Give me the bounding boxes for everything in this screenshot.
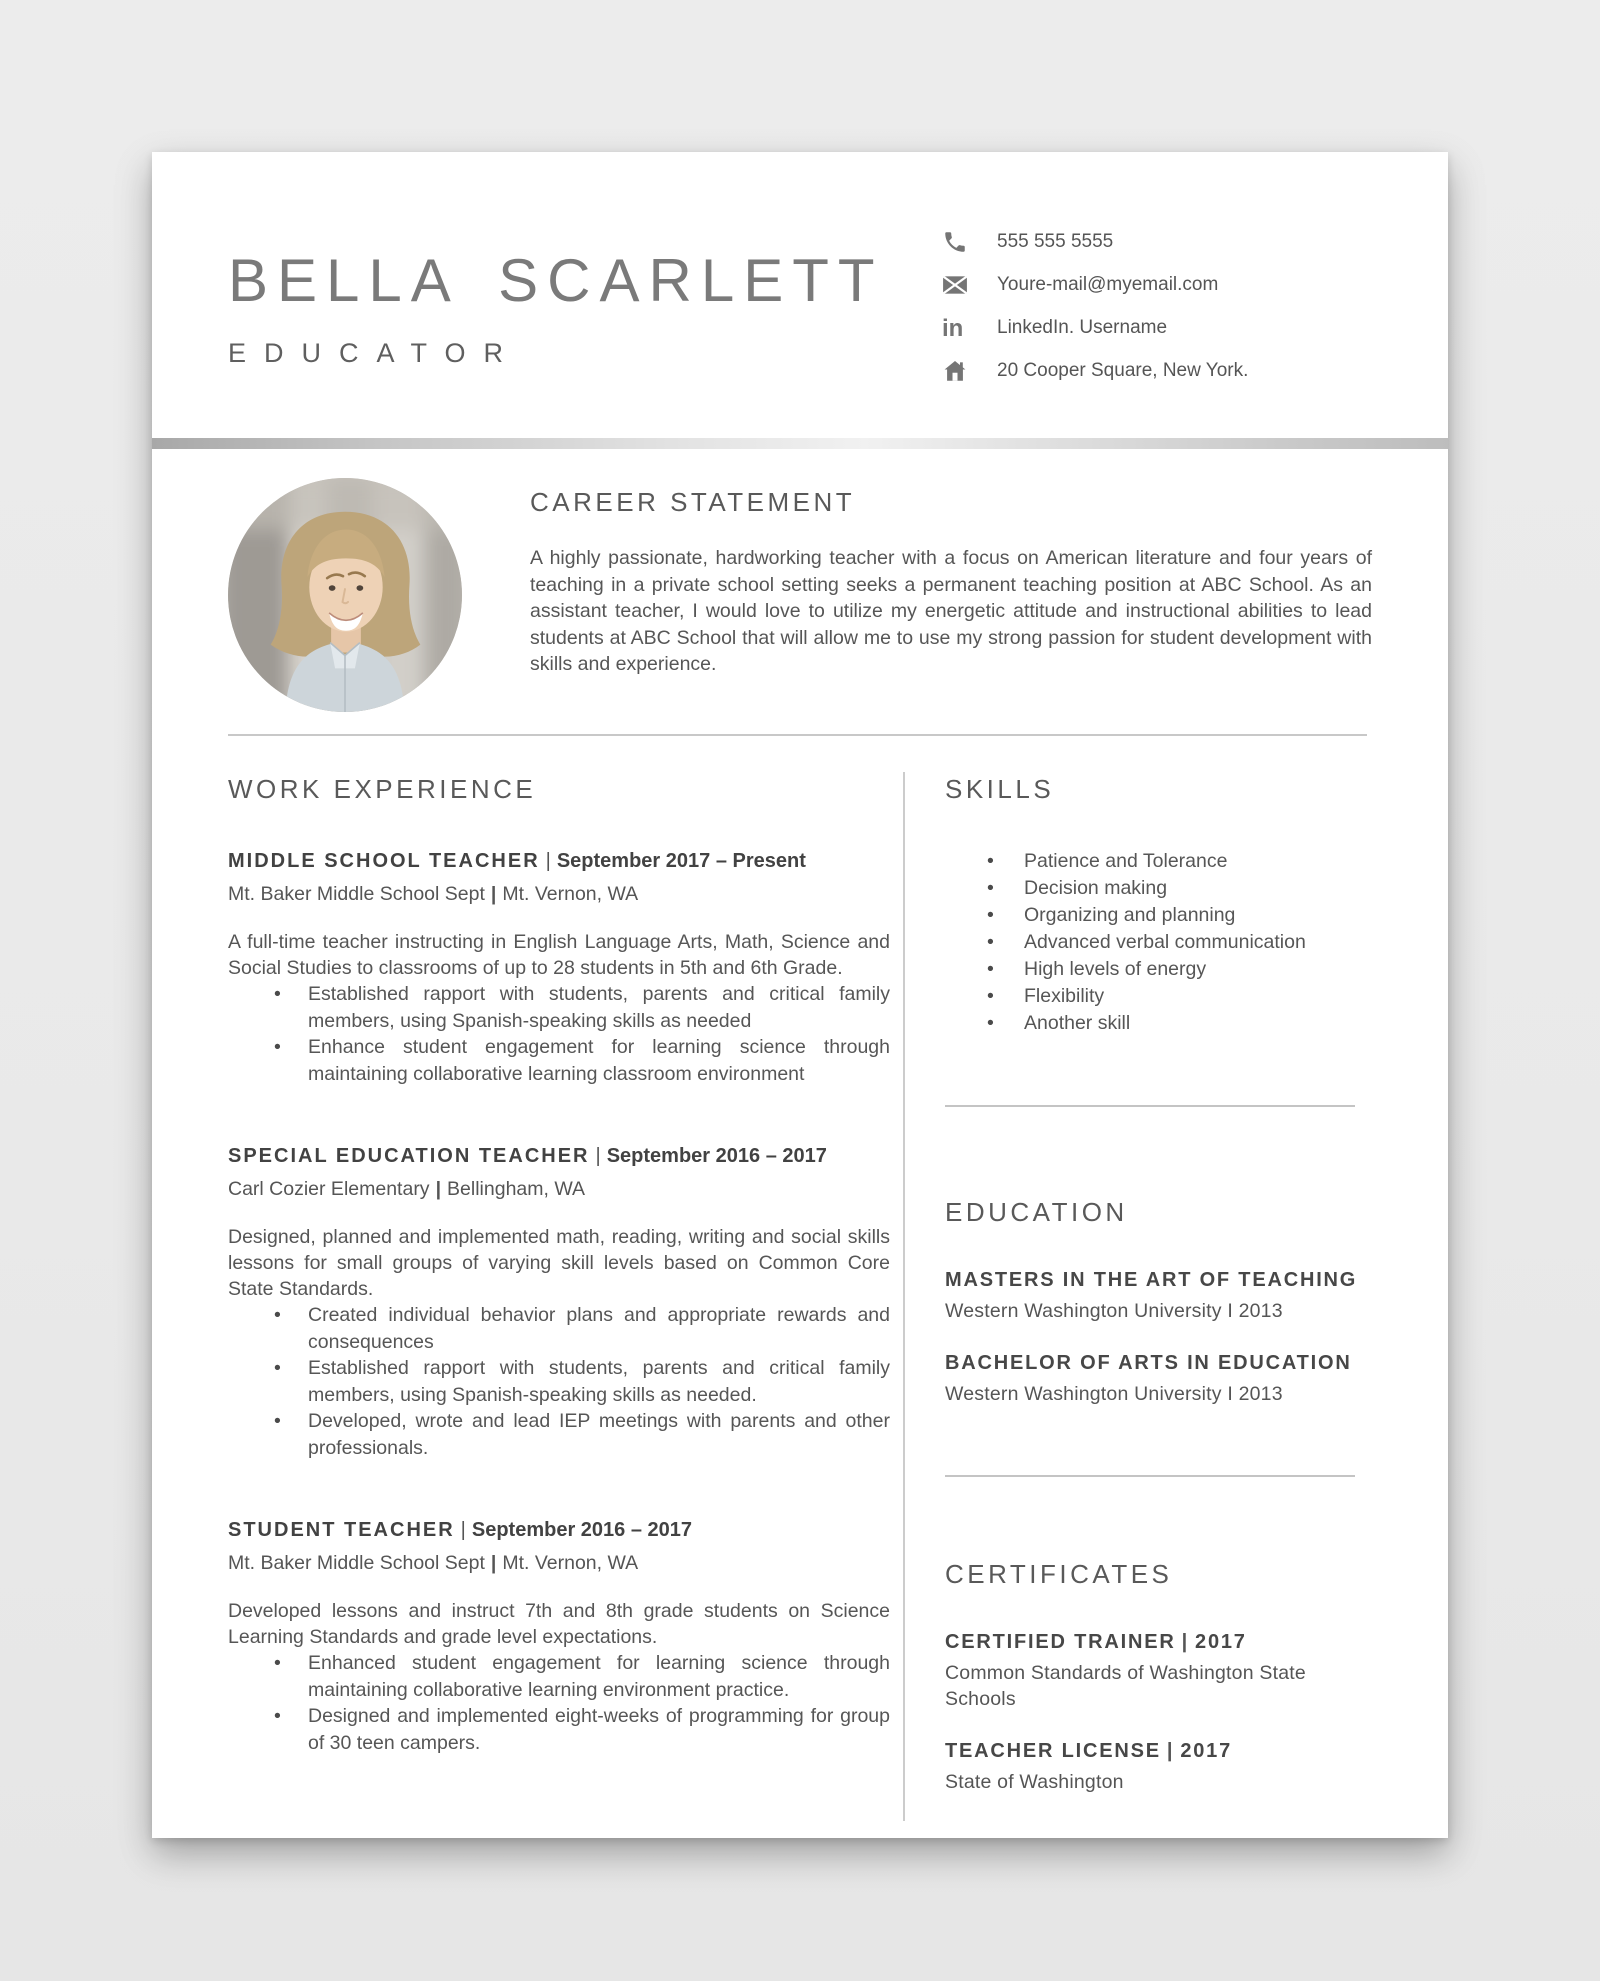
skill-item: • Decision making [945,875,1367,902]
job-company-line [228,1550,890,1576]
certificate-title-line [945,1629,1367,1655]
job-location: Bellingham, WA [447,1178,586,1200]
contact-list [940,228,1248,400]
job-bullet-list [228,1650,890,1756]
header-divider-band [152,438,1448,449]
pipe-separator: | [490,1552,497,1574]
pipe-separator: | [545,850,551,872]
contact-email: Youre-mail@myemail.com [997,274,1219,295]
job-location: Mt. Vernon, WA [502,883,639,905]
job-title: STUDENT TEACHER [228,1519,455,1541]
contact-linkedin: LinkedIn. Username [997,317,1168,338]
profile-photo [228,478,462,712]
degree-school: Western Washington University I 2013 [945,1300,1283,1322]
job-title: MIDDLE SCHOOL TEACHER [228,850,540,872]
job-company-line [228,1176,890,1202]
job-title-line [228,1517,890,1543]
job-summary: Developed lessons and instruct 7th and 8th grade students on Science Learning Standards and grade level expectations. [228,1600,890,1648]
skill-item: • Flexibility [945,983,1367,1010]
career-statement-section [152,449,1448,734]
section-heading-skills: SKILLS [945,774,1055,804]
section-heading-education: EDUCATION [945,1197,1128,1227]
skill-item: • High levels of energy [945,956,1367,983]
contact-row-linkedin [940,314,1248,342]
certificate-title: CERTIFIED TRAINER [945,1631,1176,1653]
job-bullet: • Developed, wrote and lead IEP meetings with parents and other professionals. [228,1408,890,1461]
contact-row-email [940,271,1248,299]
work-experience-column [228,772,903,1821]
job-bullet: • Enhance student engagement for learning science through maintaining collaborative learning classroom environment [228,1034,890,1087]
person-name: BELLA SCARLETT [228,247,884,314]
skill-item: • Organizing and planning [945,902,1367,929]
job-bullet-list [228,1302,890,1461]
education-entry-1 [945,1267,1367,1324]
job-bullet: • Established rapport with students, parents and critical family members, using Spanish-speaking skills as needed. [228,1355,890,1408]
certificate-title: TEACHER LICENSE [945,1740,1161,1762]
job-summary: Designed, planned and implemented math, reading, writing and social skills lessons for small groups of varying skill levels based on Common Core State Standards. [228,1226,890,1300]
certificate-entry-2 [945,1738,1367,1795]
job-company: Carl Cozier Elementary [228,1178,430,1200]
job-summary: A full-time teacher instructing in English Language Arts, Math, Science and Social Studies to classrooms of up to 28 students in 5th and 6th Grade. [228,931,890,979]
resume-header [152,152,1448,438]
degree-title: MASTERS IN THE ART OF TEACHING [945,1269,1358,1291]
resume-page [152,152,1448,1838]
pipe-separator: | [1181,1631,1190,1653]
svg-text:in: in [942,315,964,341]
certificate-title-line [945,1738,1367,1764]
section-heading-work-experience: WORK EXPERIENCE [228,774,537,804]
contact-row-address [940,357,1248,385]
certificate-year: 2017 [1195,1631,1247,1653]
email-icon [940,271,970,299]
career-statement-text: A highly passionate, hardworking teacher with a focus on American literature and four years of teaching in a private school setting seeks a permanent teaching position at ABC School. As an assistant teacher, I would love to utilize my energetic attitude and instructional abilities to lead students at ABC School that will allow me to use my strong passion for student development with skills and experience. [530,547,1372,675]
degree-school: Western Washington University I 2013 [945,1383,1283,1405]
job-dates: September 2016 – 2017 [471,1519,693,1541]
sidebar-divider-rule [945,1475,1355,1477]
job-bullet-list [228,981,890,1087]
section-heading-certificates: CERTIFICATES [945,1559,1173,1589]
job-title: SPECIAL EDUCATION TEACHER [228,1145,590,1167]
job-company: Mt. Baker Middle School Sept [228,1552,485,1574]
job-bullet: • Established rapport with students, parents and critical family members, using Spanish-speaking skills as needed [228,981,890,1034]
contact-row-phone [940,228,1248,256]
job-title-line [228,848,890,874]
job-location: Mt. Vernon, WA [502,1552,639,1574]
job-entry-1 [228,848,890,1087]
name-block [228,248,884,369]
skill-item: • Advanced verbal communication [945,929,1367,956]
degree-title: BACHELOR OF ARTS IN EDUCATION [945,1352,1352,1374]
body-columns [152,736,1448,1821]
certificate-org: Common Standards of Washington State Schools [945,1662,1306,1710]
section-heading-career-statement: CAREER STATEMENT [530,487,856,517]
sidebar-divider-rule [945,1105,1355,1107]
job-entry-3 [228,1517,890,1756]
certificate-org: State of Washington [945,1771,1124,1793]
contact-address: 20 Cooper Square, New York. [997,360,1249,381]
pipe-separator: | [490,883,497,905]
job-company: Mt. Baker Middle School Sept [228,883,485,905]
pipe-separator: | [1166,1740,1175,1762]
pipe-separator: | [435,1178,442,1200]
person-role: EDUCATOR [228,338,522,368]
linkedin-icon [940,314,970,342]
education-entry-2 [945,1350,1367,1407]
contact-phone: 555 555 5555 [997,231,1114,252]
phone-icon [940,228,970,256]
job-bullet: • Enhanced student engagement for learning science through maintaining collaborative learning environment practice. [228,1650,890,1703]
skills-list [945,848,1367,1037]
sidebar-column [905,772,1367,1821]
job-company-line [228,881,890,907]
job-bullet: • Designed and implemented eight-weeks of programming for group of 30 teen campers. [228,1703,890,1756]
pipe-separator: | [460,1519,466,1541]
job-bullet: • Created individual behavior plans and appropriate rewards and consequences [228,1302,890,1355]
skill-item: • Another skill [945,1010,1367,1037]
job-entry-2 [228,1143,890,1461]
certificate-entry-1 [945,1629,1367,1712]
home-icon [940,357,970,385]
pipe-separator: | [595,1145,601,1167]
skill-item: • Patience and Tolerance [945,848,1367,875]
career-statement-content [530,485,1372,678]
job-dates: September 2016 – 2017 [606,1145,827,1167]
certificate-year: 2017 [1180,1740,1233,1762]
job-title-line [228,1143,890,1169]
job-dates: September 2017 – Present [556,850,806,872]
